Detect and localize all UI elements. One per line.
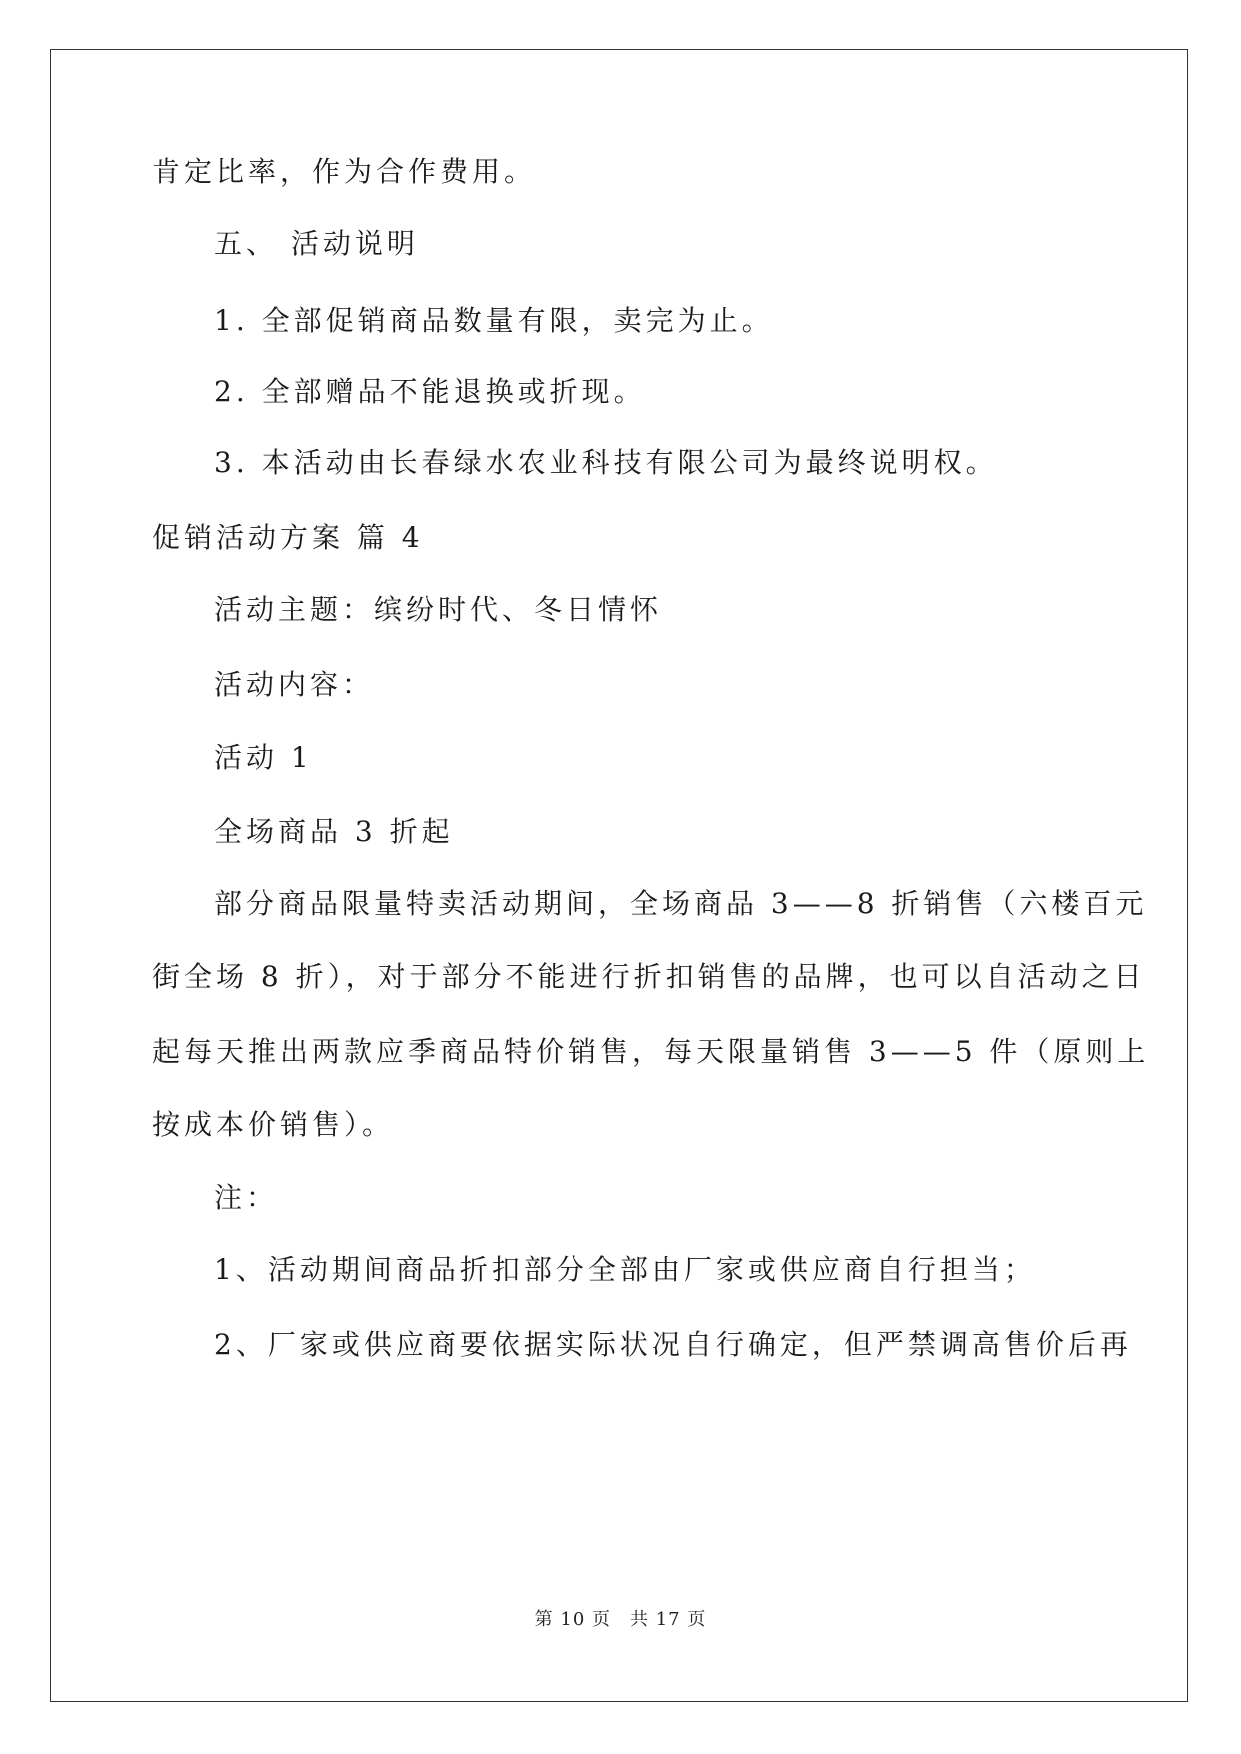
body-text-line: 按成本价销售）。	[152, 1108, 395, 1141]
activity-title: 全场商品 3 折起	[214, 815, 454, 848]
activity-content-label: 活动内容：	[214, 668, 375, 701]
body-text-line: 肯定比率，作为合作费用。	[152, 155, 537, 188]
list-item: 2. 全部赠品不能退换或折现。	[214, 375, 646, 408]
note-item: 2、厂家或供应商要依据实际状况自行确定，但严禁调高售价后再	[214, 1328, 1132, 1361]
list-item: 3. 本活动由长春绿水农业科技有限公司为最终说明权。	[214, 446, 998, 479]
body-text-line: 起每天推出两款应季商品特价销售，每天限量销售 3——5 件（原则上	[152, 1035, 1150, 1068]
page-border	[50, 49, 1188, 1702]
body-text-line: 街全场 8 折），对于部分不能进行折扣销售的品牌，也可以自活动之日	[152, 960, 1146, 993]
note-item: 1、活动期间商品折扣部分全部由厂家或供应商自行担当；	[214, 1253, 1036, 1286]
activity-number: 活动 1	[214, 741, 313, 774]
body-text-line: 部分商品限量特卖活动期间，全场商品 3——8 折销售（六楼百元	[214, 887, 1148, 920]
section-heading: 五、 活动说明	[214, 227, 419, 260]
chapter-title: 促销活动方案 篇 4	[152, 521, 424, 554]
activity-theme: 活动主题：缤纷时代、冬日情怀	[214, 593, 663, 626]
list-item: 1. 全部促销商品数量有限，卖完为止。	[214, 304, 774, 337]
note-label: 注：	[214, 1181, 279, 1214]
page-number-footer: 第 10 页 共 17 页	[534, 1609, 707, 1630]
